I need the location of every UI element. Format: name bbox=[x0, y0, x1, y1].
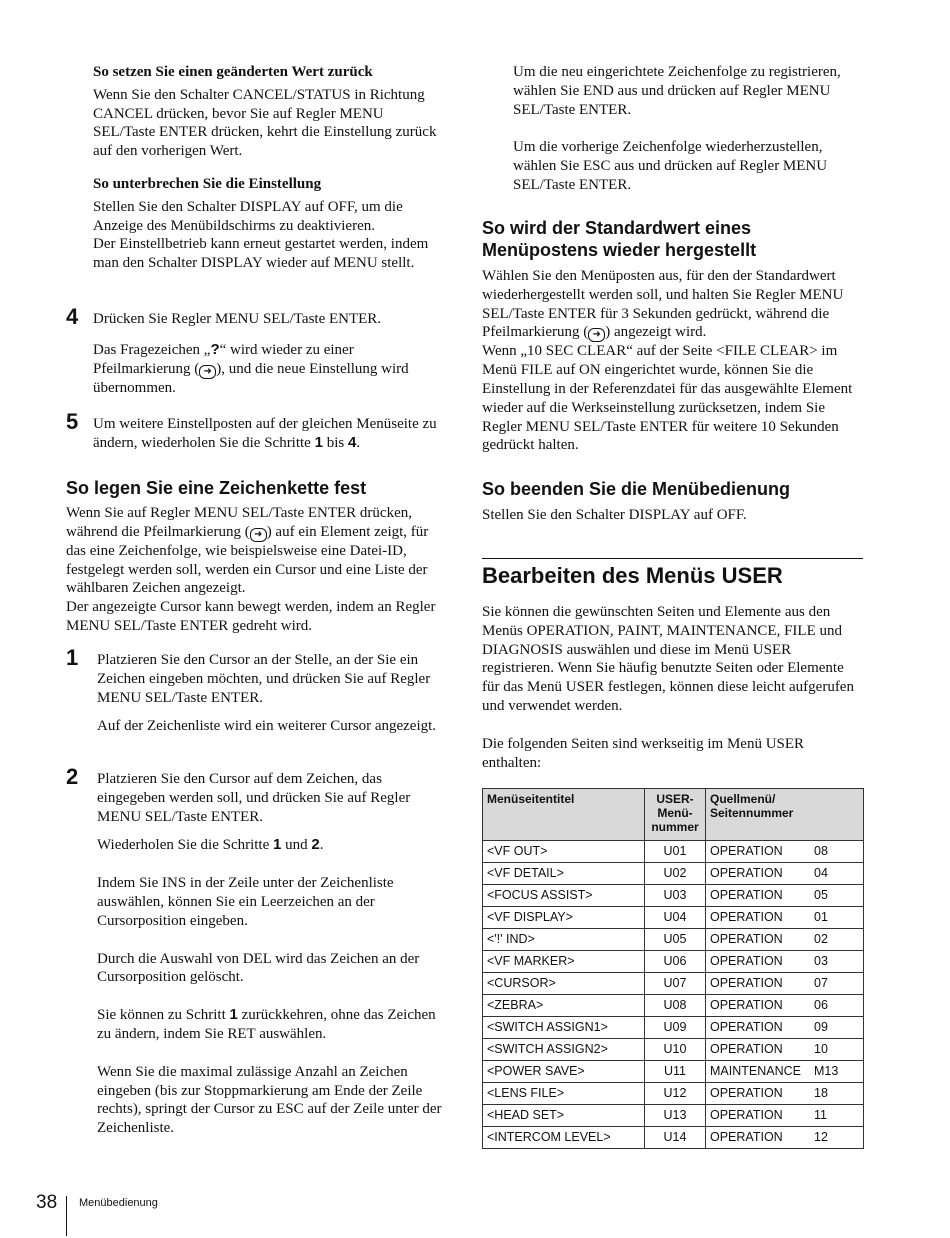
step-4-text: Drücken Sie Regler MENU SEL/Taste ENTER. bbox=[93, 311, 382, 327]
table-row: <CURSOR> U07 OPERATION 07 bbox=[483, 973, 864, 995]
table-row: <VF DETAIL> U02 OPERATION 04 bbox=[483, 863, 864, 885]
default-section bbox=[482, 267, 864, 455]
step-4-note: Das Fragezeichen „?“ wird wieder zu einer Pfeilmarkierung ( ➜ ), und die neue Einstellung wird übernommen. bbox=[93, 340, 409, 396]
user-text: Sie können die gewünschten Seiten und Elemente aus den Menüs OPERATION, PAINT, MAINTENANCE, FILE und DIAGNOSIS auswählen und diese im Menü USER registrieren. Wenn Sie häufig benutzte Seiten oder Elemente für das Menü USER festlegen, können diese leicht aufgerufen und verwendet werden. bbox=[482, 604, 854, 714]
step-1 bbox=[97, 651, 449, 736]
string-text-2: Der angezeigte Cursor kann bewegt werden, indem an Regler MENU SEL/Taste ENTER gedreht wird. bbox=[66, 599, 436, 634]
page-number: 38 bbox=[36, 1192, 58, 1213]
table-header-row bbox=[483, 789, 864, 841]
table-row: <SWITCH ASSIGN1> U09 OPERATION 09 bbox=[483, 1017, 864, 1039]
reset-text: Wenn Sie den Schalter CANCEL/STATUS in Richtung CANCEL drücken, bevor Sie auf Regler MENU SEL/Taste ENTER drücken, kehrt die Einstellung zurück auf den vorherigen Wert. bbox=[93, 86, 437, 160]
arrow-marker-icon: ➜ bbox=[588, 328, 605, 342]
reset-heading: So setzen Sie einen geänderten Wert zurück bbox=[93, 64, 373, 80]
step-2-ins: Indem Sie INS in der Zeile unter der Zeichenliste auswählen, können Sie ein Leerzeichen an der Cursorposition eingeben. bbox=[97, 875, 394, 929]
step-4 bbox=[93, 310, 448, 397]
default-heading: So wird der Standardwert eines Menüpostens wieder hergestellt bbox=[482, 218, 757, 260]
default-text-2: Wenn „10 SEC CLEAR“ auf der Seite <FILE CLEAR> im Menü FILE auf ON eingerichtet wurde, können Sie die Einstellung in der Referenzdatei für das ausgewählte Element wieder auf die Werkseinstellung zurücksetzen, indem Sie Regler MENU SEL/Taste ENTER für weitere 10 Sekunden gedrückt halten. bbox=[482, 343, 853, 454]
step-2-number: 2 bbox=[66, 764, 79, 789]
table-row: <SWITCH ASSIGN2> U10 OPERATION 10 bbox=[483, 1039, 864, 1061]
header-source: Quellmenü/ Seitennummer bbox=[706, 789, 864, 841]
step-2-ret: Sie können zu Schritt 1 zurückkehren, ohne das Zeichen zu ändern, indem Sie RET auswählen. bbox=[97, 1006, 436, 1042]
table-row: <POWER SAVE> U11 MAINTENANCE M13 bbox=[483, 1061, 864, 1083]
section-divider bbox=[482, 558, 863, 559]
table-row: <FOCUS ASSIST> U03 OPERATION 05 bbox=[483, 885, 864, 907]
step-2-repeat: Wiederholen Sie die Schritte 1 und 2. bbox=[97, 836, 324, 854]
header-user-number: USER- Menü- nummer bbox=[645, 789, 706, 841]
table-row: <VF MARKER> U06 OPERATION 03 bbox=[483, 951, 864, 973]
footer-divider bbox=[66, 1196, 67, 1236]
string-text: Wenn Sie auf Regler MENU SEL/Taste ENTER drücken, während die Pfeilmarkierung ( ➜ ) auf ein Element zeigt, für das eine Zeichenfolge, wie beispielsweise eine Datei-ID, festgelegt werden soll, werden ein Cursor und eine Liste der wählbaren Zeichen angezeigt. bbox=[66, 505, 429, 597]
user-menu-title: Bearbeiten des Menüs USER bbox=[482, 563, 783, 588]
esc-text: Um die vorherige Zeichenfolge wiederherzustellen, wählen Sie ESC aus und drücken auf Regler MENU SEL/Taste ENTER. bbox=[513, 139, 828, 193]
step-2-text: Platzieren Sie den Cursor auf dem Zeichen, das eingegeben werden soll, und drücken Sie auf Regler MENU SEL/Taste ENTER. bbox=[97, 771, 411, 825]
step-1-text: Platzieren Sie den Cursor an der Stelle, an der Sie ein Zeichen eingeben möchten, und drücken Sie auf Regler MENU SEL/Taste ENTER. bbox=[97, 652, 431, 706]
step-1-note: Auf der Zeichenliste wird ein weiterer Cursor angezeigt. bbox=[97, 718, 437, 735]
reset-section bbox=[93, 63, 448, 161]
interrupt-section bbox=[93, 175, 448, 273]
table-row: <VF DISPLAY> U04 OPERATION 01 bbox=[483, 907, 864, 929]
end-esc-section bbox=[513, 63, 863, 195]
footer-section-label: Menübedienung bbox=[79, 1197, 158, 1209]
table-row: <INTERCOM LEVEL> U14 OPERATION 12 bbox=[483, 1127, 864, 1149]
default-text: Wählen Sie den Menüposten aus, für den der Standardwert wiederhergestellt werden soll, und halten Sie Regler MENU SEL/Taste ENTER für 3 Sekunden gedrückt, während die Pfeilmarkierung ( ➜ ) angezeigt wird. bbox=[482, 268, 844, 341]
step-5-number: 5 bbox=[66, 409, 79, 434]
user-text-2: Die folgenden Seiten sind werkseitig im Menü USER enthalten: bbox=[482, 735, 805, 771]
end-text: Um die neu eingerichtete Zeichenfolge zu registrieren, wählen Sie END aus und drücken auf Regler MENU SEL/Taste ENTER. bbox=[513, 64, 841, 118]
interrupt-heading: So unterbrechen Sie die Einstellung bbox=[93, 176, 322, 192]
step-2 bbox=[97, 770, 449, 1138]
interrupt-text-2: Der Einstellbetrieb kann erneut gestartet werden, indem man den Schalter DISPLAY wieder auf MENU stellt. bbox=[93, 236, 429, 272]
step-2-del: Durch die Auswahl von DEL wird das Zeichen an der Cursorposition gelöscht. bbox=[97, 950, 420, 986]
step-5-text: Um weitere Einstellposten auf der gleichen Menüseite zu ändern, wiederholen Sie die Schritte 1 bis 4. bbox=[93, 416, 437, 451]
header-page-title: Menüseitentitel bbox=[483, 789, 645, 841]
user-menu-table bbox=[482, 788, 864, 1149]
step-4-number: 4 bbox=[66, 304, 79, 329]
arrow-marker-icon: ➜ bbox=[199, 365, 216, 379]
table-row: <HEAD SET> U13 OPERATION 11 bbox=[483, 1105, 864, 1127]
table-row: <VF OUT> U01 OPERATION 08 bbox=[483, 841, 864, 863]
string-section bbox=[66, 504, 448, 636]
table-row: <ZEBRA> U08 OPERATION 06 bbox=[483, 995, 864, 1017]
quit-text: Stellen Sie den Schalter DISPLAY auf OFF. bbox=[482, 507, 747, 523]
user-section bbox=[482, 603, 864, 772]
interrupt-text-1: Stellen Sie den Schalter DISPLAY auf OFF, um die Anzeige des Menübildschirms zu deaktivieren. bbox=[93, 198, 403, 234]
quit-heading: So beenden Sie die Menübedienung bbox=[482, 479, 791, 499]
arrow-marker-icon: ➜ bbox=[250, 528, 267, 542]
table-row: <'!' IND> U05 OPERATION 02 bbox=[483, 929, 864, 951]
table-row: <LENS FILE> U12 OPERATION 18 bbox=[483, 1083, 864, 1105]
string-heading: So legen Sie eine Zeichenkette fest bbox=[66, 478, 367, 498]
step-1-number: 1 bbox=[66, 645, 79, 670]
step-2-max: Wenn Sie die maximal zulässige Anzahl an Zeichen eingeben (bis zur Stoppmarkierung am Ende der Zeile rechts), springt der Cursor zu ESC auf der Zeile unter der Zeichenliste. bbox=[97, 1063, 442, 1137]
